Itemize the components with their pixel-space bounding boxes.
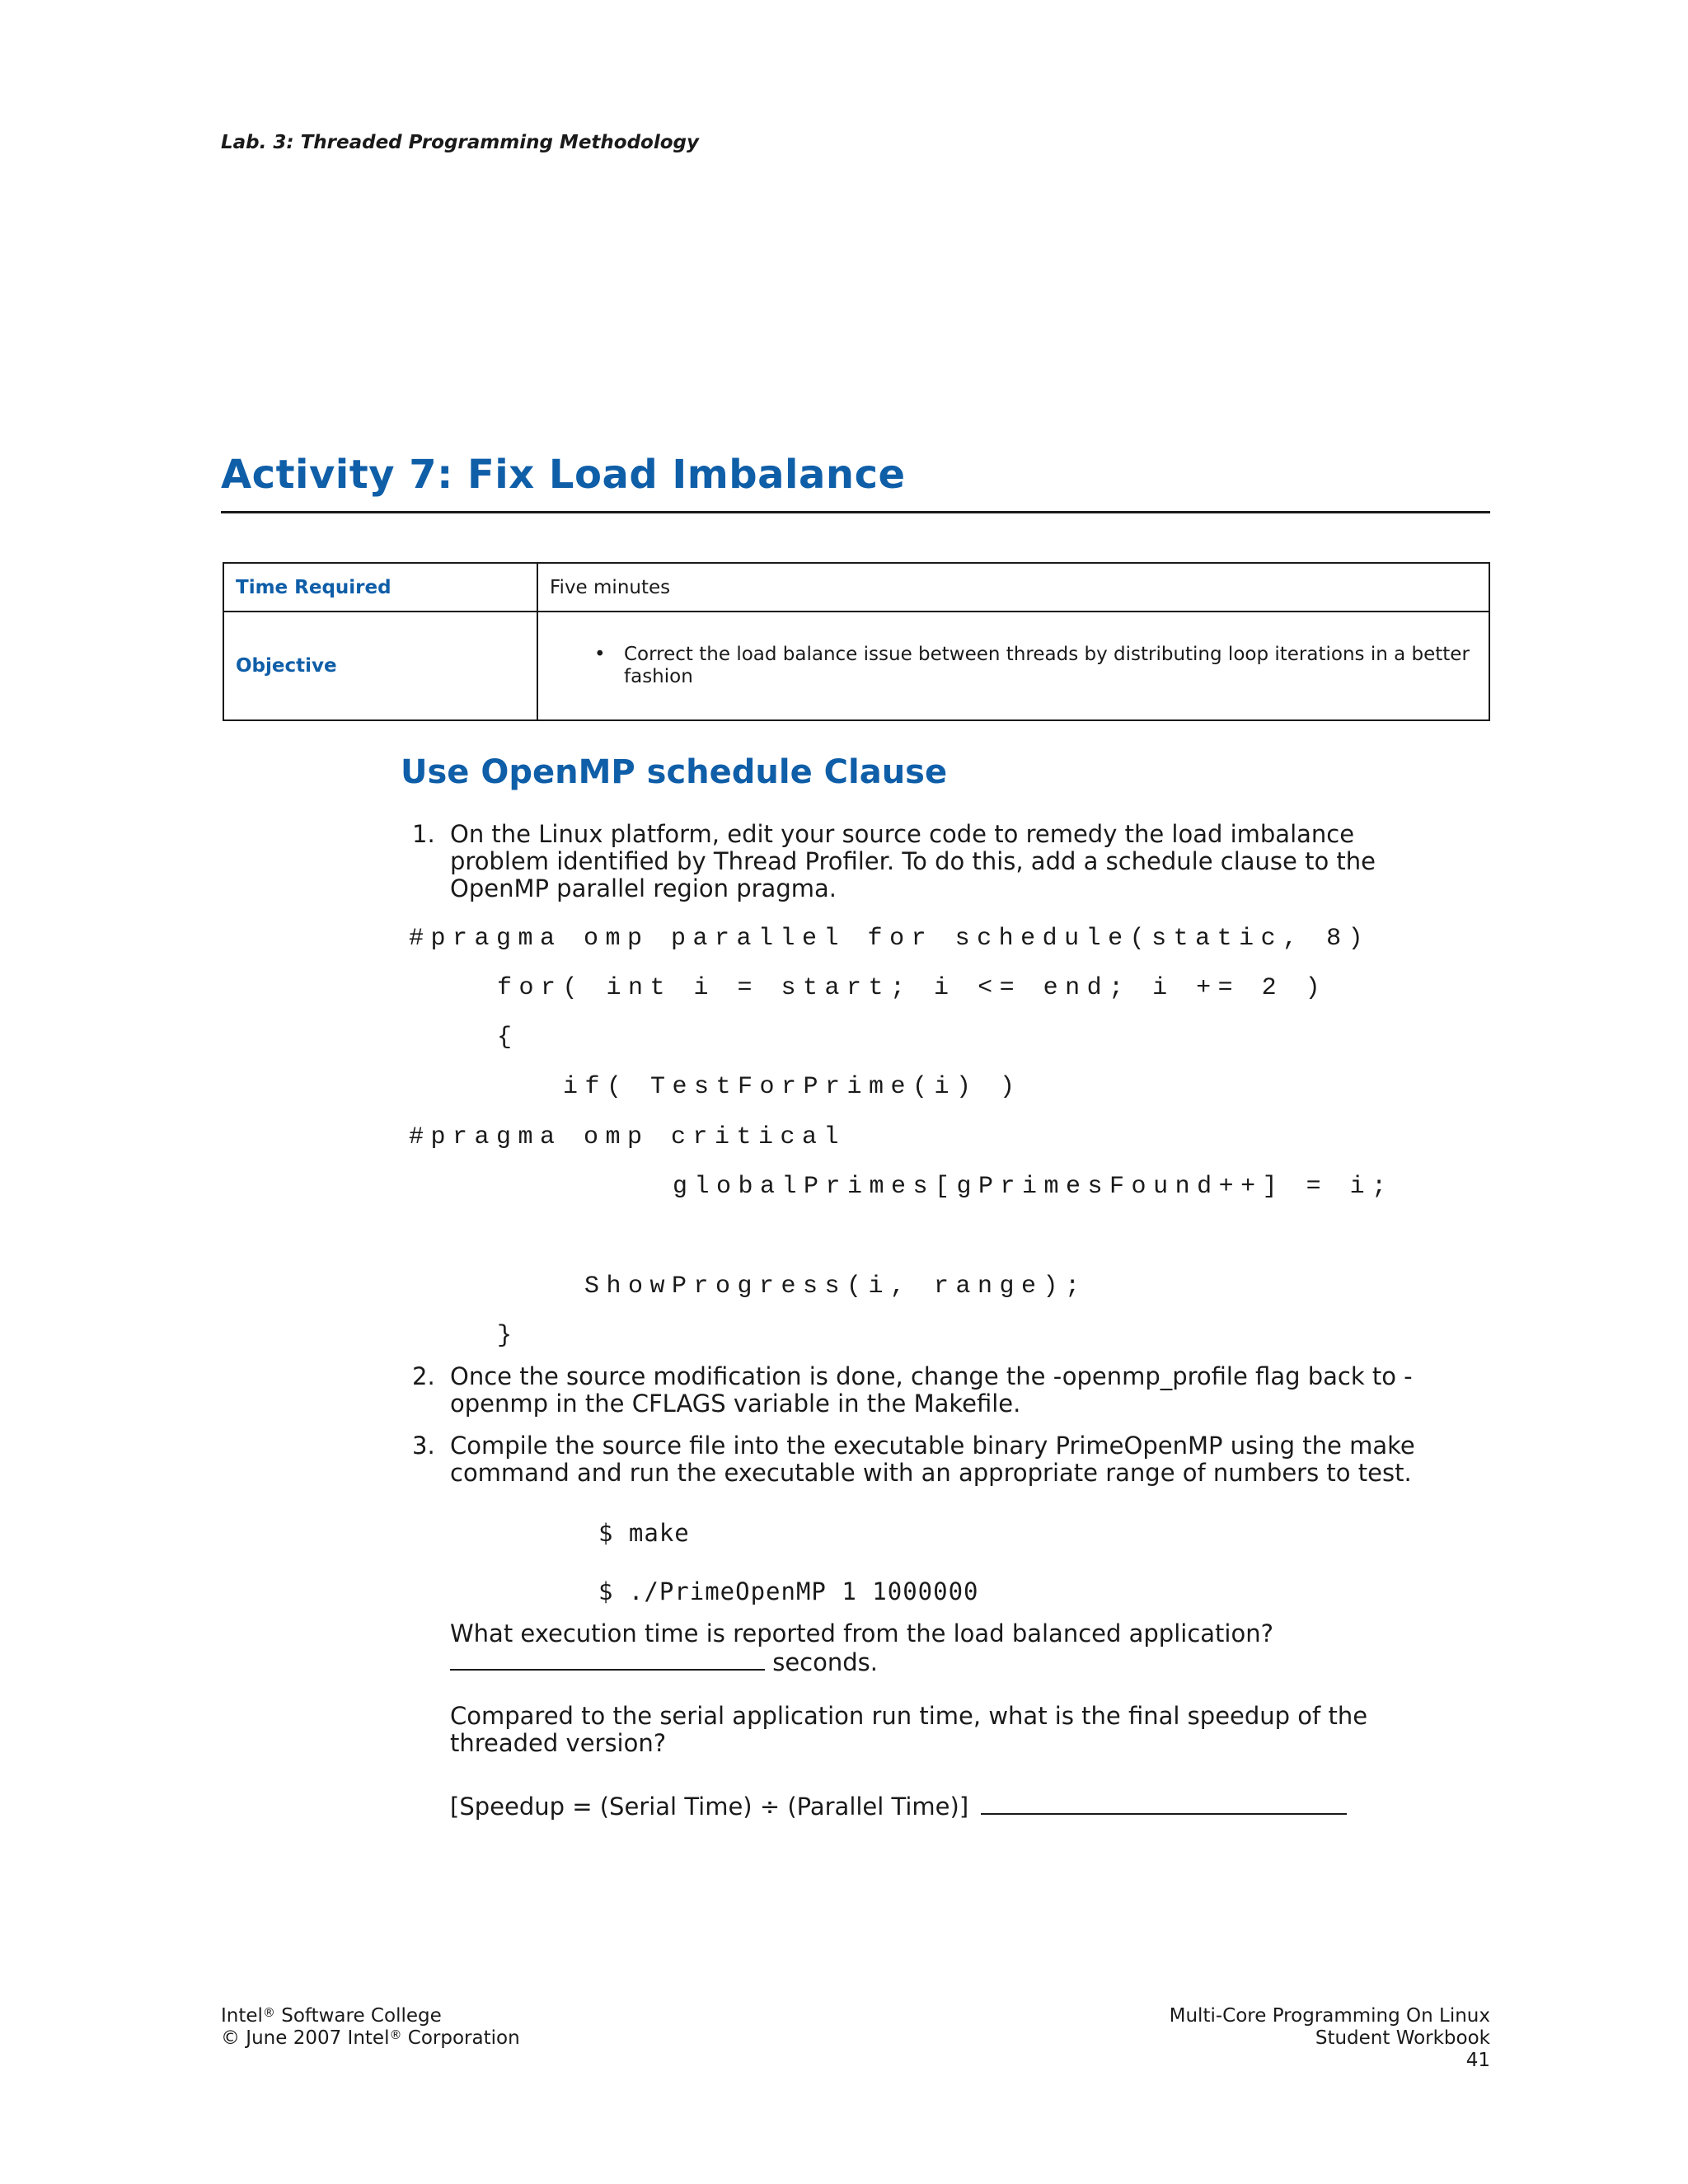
answer-suffix: seconds. (772, 1648, 878, 1676)
code-line: globalPrimes[gPrimesFound++] = i; (673, 1173, 1394, 1201)
code-line: #pragma omp critical (409, 1123, 846, 1151)
step-number: 2. (412, 1362, 435, 1390)
footer-right (1170, 2005, 1490, 2072)
footer-text: Intel (221, 2005, 263, 2027)
code-line: for( int i = start; i <= end; i += 2 ) (497, 974, 1328, 1002)
objective-value (537, 612, 1489, 720)
footer-text: Corporation (401, 2027, 520, 2049)
objective-label: Objective (223, 612, 537, 720)
page-number: 41 (1465, 2050, 1490, 2071)
footer-course-title: Multi-Core Programming On Linux (1169, 2005, 1490, 2027)
question-text: What execution time is reported from the load balanced application? (450, 1619, 1273, 1647)
command-run: $ ./PrimeOpenMP 1 1000000 (598, 1577, 979, 1605)
activity-title: Activity 7: Fix Load Imbalance (221, 452, 906, 498)
step-1 (412, 820, 1376, 902)
question-text: threaded version? (450, 1729, 667, 1757)
time-required-value: Five minutes (537, 563, 1489, 612)
step-text-line: Once the source modification is done, change the -openmp_profile flag back to - (450, 1362, 1413, 1390)
bullet-icon: • (594, 644, 606, 665)
code-line: if( TestForPrime(i) ) (563, 1073, 1022, 1101)
section-title: Use OpenMP schedule Clause (401, 753, 948, 791)
code-line: { (497, 1024, 519, 1052)
formula-text: [Speedup = (Serial Time) ÷ (Parallel Time)] (450, 1793, 969, 1821)
objective-list (550, 644, 1477, 688)
objective-text-line1: Correct the load balance issue between threads by distributing loop iterations in a better (624, 644, 1470, 665)
step-2 (412, 1362, 1413, 1418)
speedup-formula (450, 1792, 1347, 1821)
objective-item (594, 644, 1477, 688)
question-speedup (450, 1703, 1367, 1757)
step-text-line: openmp in the CFLAGS variable in the Makefile. (450, 1390, 1021, 1418)
step-text-line: OpenMP parallel region pragma. (450, 874, 837, 902)
answer-blank[interactable] (450, 1647, 765, 1671)
step-text-line: problem identified by Thread Profiler. To do this, add a schedule clause to the (450, 847, 1376, 875)
registered-mark: ® (389, 2027, 402, 2042)
question-execution-time (450, 1620, 1273, 1676)
footer-copyright (221, 2027, 520, 2050)
time-required-label: Time Required (223, 563, 537, 612)
step-number: 1. (412, 820, 435, 848)
footer-publisher (221, 2005, 520, 2027)
title-rule (221, 511, 1490, 513)
step-number: 3. (412, 1432, 435, 1460)
step-text-line: Compile the source file into the executable binary PrimeOpenMP using the make (450, 1432, 1415, 1460)
footer-text: Software College (274, 2005, 442, 2027)
code-line: ShowProgress(i, range); (584, 1272, 1087, 1301)
step-text-line: On the Linux platform, edit your source code to remedy the load imbalance (450, 820, 1355, 848)
code-line: } (497, 1322, 519, 1350)
answer-line (450, 1647, 1273, 1676)
objective-row (223, 612, 1489, 720)
footer-text: © June 2007 Intel (221, 2027, 390, 2049)
footer-workbook: Student Workbook (1315, 2027, 1490, 2049)
answer-blank[interactable] (981, 1792, 1347, 1815)
command-make: $ make (598, 1519, 690, 1547)
time-required-row (223, 563, 1489, 612)
step-3 (412, 1432, 1415, 1487)
activity-info-table (223, 562, 1490, 721)
step-text-line: command and run the executable with an appropriate range of numbers to test. (450, 1459, 1412, 1487)
code-line: #pragma omp parallel for schedule(static, 8) (409, 925, 1371, 953)
question-text: Compared to the serial application run time, what is the final speedup of the (450, 1702, 1368, 1730)
running-header: Lab. 3: Threaded Programming Methodology (221, 132, 699, 153)
footer-left (221, 2005, 520, 2050)
registered-mark: ® (262, 2005, 275, 2020)
objective-text-line2: fashion (624, 666, 693, 687)
